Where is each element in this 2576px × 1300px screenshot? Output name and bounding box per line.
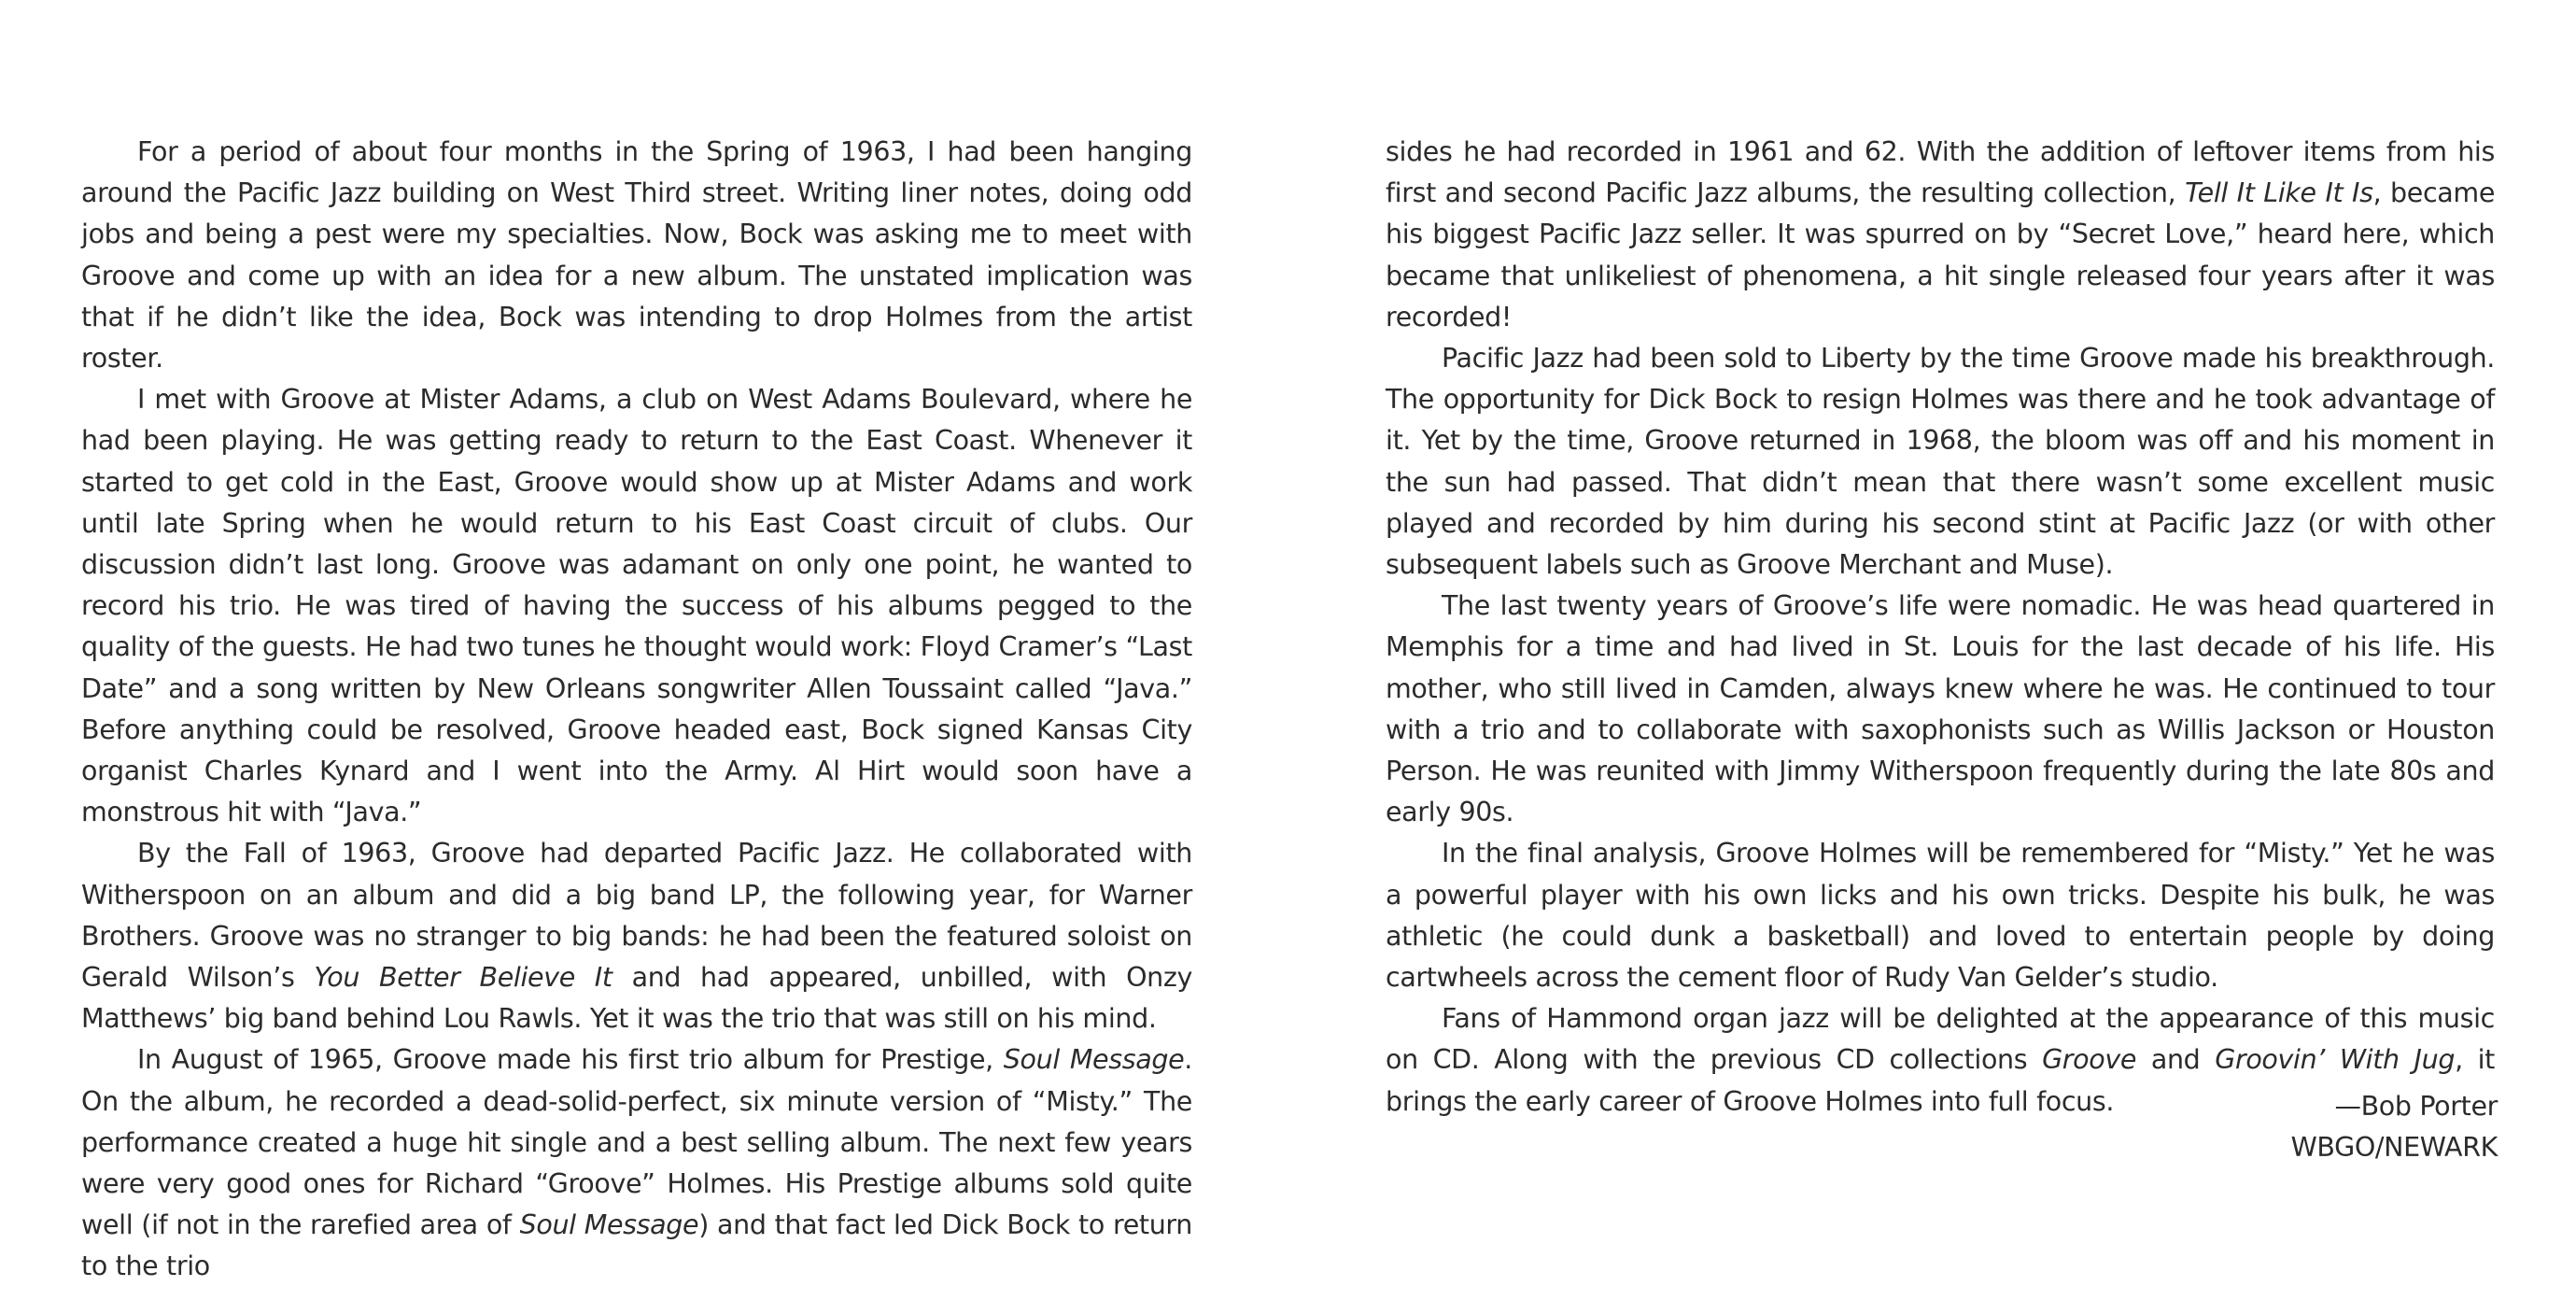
italic-title: Groove: [2042, 1044, 2137, 1076]
text-run: and had appeared, unbilled, with Onzy Matthews’ big band behind Lou Rawls. Yet it was the trio that was still on his mind.: [81, 962, 1193, 1035]
text-run: , became his biggest Pacific Jazz seller. It was spurred on by “Secret Love,” heard here, which became that unlikeliest of phenomena, a hit single released four years after it was recorded!: [1386, 177, 2496, 332]
text-run: In the final analysis, Groove Holmes will be remembered for “Misty.” Yet he was a powerful player with his own licks and his own tricks. Despite his bulk, he was athletic (he could dunk a basketball) and loved to entertain people by doing cartwheels across the cement floor of Rudy Van Gelder’s studio.: [1386, 838, 2495, 994]
text-run: . On the album, he recorded a dead-solid-perfect, six minute version of “Misty.” The performance created a huge hit single and a best selling album. The next few years were very good ones for Richard “Groove” Holmes. His Prestige albums sold quite well (if not in the rarefied area of: [81, 1044, 1192, 1241]
italic-title: Soul Message: [519, 1209, 699, 1241]
paragraph: [1386, 132, 2495, 338]
paragraph: [81, 132, 1192, 379]
text-run: ) and that fact led Dick Bock to return to the trio: [81, 1209, 1192, 1282]
text-run: and: [2136, 1044, 2216, 1076]
text-run: In August of 1965, Groove made his first trio album for Prestige,: [137, 1044, 1004, 1076]
text-run: I met with Groove at Mister Adams, a club on West Adams Boulevard, where he had been playing. He was getting ready to return to the East Coast. Whenever it started to get cold in the East, Groove would show up at Mister Adams and work until late Spring when he would return to his East Coast circuit of clubs. Our discussion didn’t last long. Groove was adamant on only one point, he wanted to record his trio. He was tired of having the success of his albums pegged to the quality of the guests. He had two tunes he thought would work: Floyd Cramer’s “Last Date” and a song written by New Orleans songwriter Allen Toussaint called “Java.” Before anything could be resolved, Groove headed east, Bock signed Kansas City organist Charles Kynard and I went into the Army. Al Hirt would soon have a monstrous hit with “Java.”: [81, 384, 1192, 828]
text-run: , it brings the early career of Groove Holmes into full focus.: [1386, 1044, 2495, 1117]
italic-title: Soul Message: [1003, 1044, 1185, 1076]
italic-title: Tell It Like It Is: [2185, 177, 2373, 209]
left-column: [81, 132, 1192, 1288]
text-run: sides he had recorded in 1961 and 62. With the addition of leftover items from his first and second Pacific Jazz albums, the resulting collection,: [1386, 136, 2495, 209]
signature-affiliation: WBGO/NEWARK: [2290, 1132, 2498, 1164]
signature-author: —Bob Porter: [2334, 1091, 2498, 1122]
text-run: The last twenty years of Groove’s life were nomadic. He was head quartered in Memphis for a time and had lived in St. Louis for the last decade of his life. His mother, who still lived in Camden, always knew where he was. He continued to tour with a trio and to collaborate with saxophonists such as Willis Jackson or Houston Person. He was reunited with Jimmy Witherspoon frequently during the late 80s and early 90s.: [1386, 590, 2495, 828]
paragraph: [1386, 586, 2495, 833]
text-run: Pacific Jazz had been sold to Liberty by the time Groove made his breakthrough. The opportunity for Dick Bock to resign Holmes was there and he took advantage of it. Yet by the time, Groove returned in 1968, the bloom was off and his moment in the sun had passed. That didn’t mean that there wasn’t some excellent music played and recorded by him during his second stint at Pacific Jazz (or with other subsequent labels such as Groove Merchant and Muse).: [1386, 343, 2495, 581]
text-run: Fans of Hammond organ jazz will be delighted at the appearance of this music on CD. Along with the previous CD collections: [1386, 1003, 2495, 1076]
paragraph: [81, 379, 1192, 833]
right-column: [1386, 132, 2495, 1123]
paragraph: [81, 833, 1192, 1039]
italic-title: Groovin’ With Jug: [2215, 1044, 2456, 1076]
paragraph: [1386, 833, 2495, 998]
italic-title: You Better Believe It: [314, 962, 612, 994]
signature-block: [2291, 1086, 2498, 1168]
text-run: For a period of about four months in the Spring of 1963, I had been hanging around the Pacific Jazz building on West Third street. Writing liner notes, doing odd jobs and being a pest were my specialties. Now, Bock was asking me to meet with Groove and come up with an idea for a new album. The unstated implication was that if he didn’t like the idea, Bock was intending to drop Holmes from the artist roster.: [81, 136, 1192, 374]
paragraph: [81, 1039, 1192, 1287]
text-run: By the Fall of 1963, Groove had departed Pacific Jazz. He collaborated with Witherspoon on an album and did a big band LP, the following year, for Warner Brothers. Groove was no stranger to big bands: he had been the featured soloist on Gerald Wilson’s: [81, 838, 1192, 994]
paragraph: [1386, 338, 2495, 586]
